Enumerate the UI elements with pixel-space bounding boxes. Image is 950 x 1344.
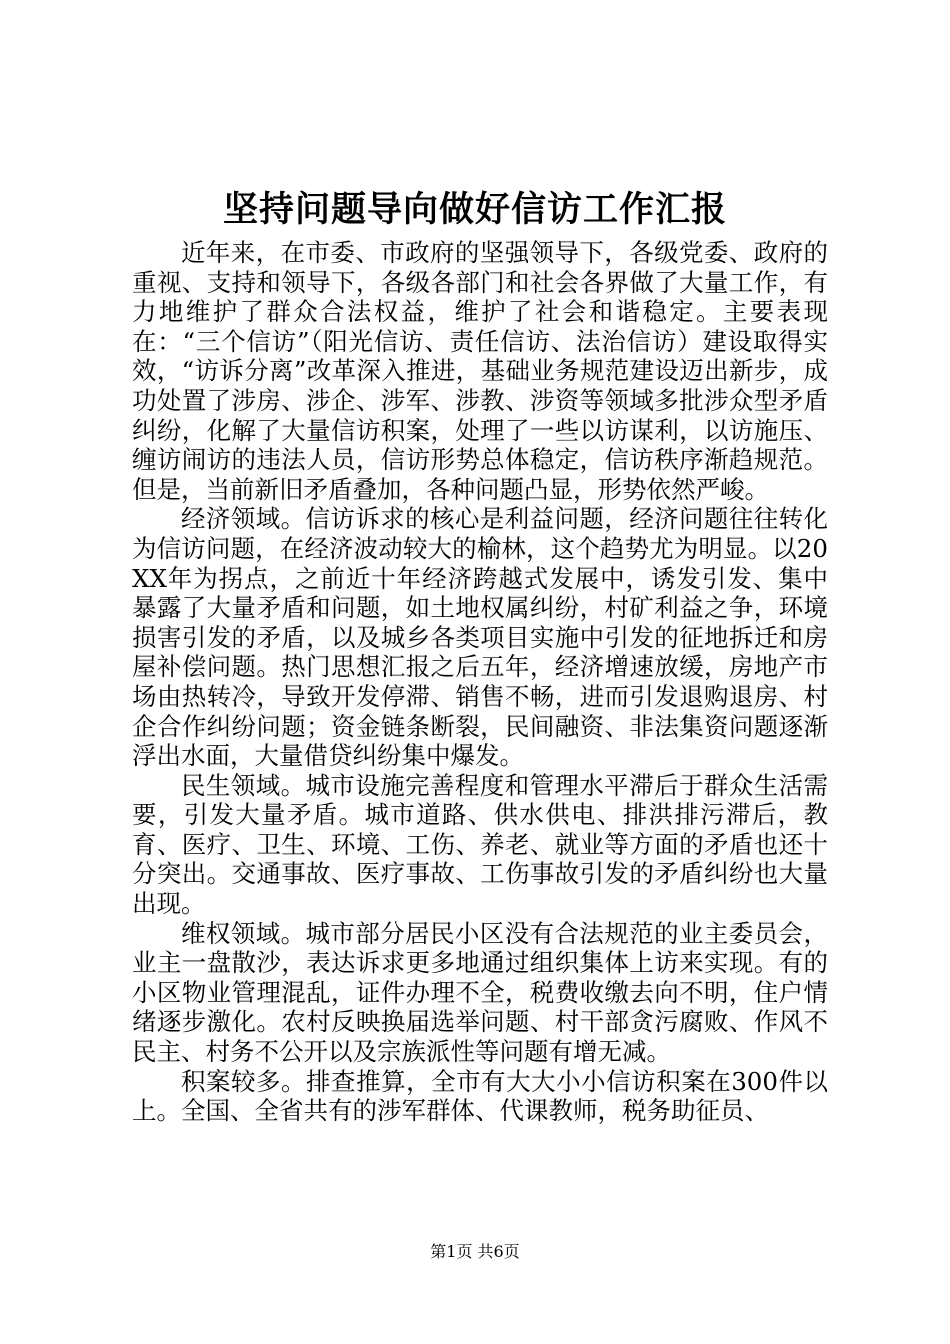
paragraph-rights: 维权领域。城市部分居民小区没有合法规范的业主委员会，业主一盘散沙，表达诉求更多地通过组织集体上访来实现。有的小区物业管理混乱，证件办理不全，税费收缴去向不明，住户情绪逐步激化。农村反映换届选举问题、村干部贪污腐败、作风不民主、村务不公开以及宗族派性等问题有增无减。	[132, 918, 828, 1067]
page-number-footer: 第1页 共6页	[430, 1242, 520, 1261]
document-title: 坚持问题导向做好信访工作汇报	[222, 190, 727, 230]
document-body	[132, 238, 828, 1126]
paragraph-backlog: 积案较多。排查推算，全市有大大小小信访积案在300件以上。全国、全省共有的涉军群体、代课教师，税务助征员、	[132, 1066, 828, 1126]
paragraph-economic: 经济领域。信访诉求的核心是利益问题，经济问题往往转化为信访问题，在经济波动较大的榆林，这个趋势尤为明显。以20XX年为拐点，之前近十年经济跨越式发展中，诱发引发、集中暴露了大量矛盾和问题，如土地权属纠纷，村矿利益之争，环境损害引发的矛盾，以及城乡各类项目实施中引发的征地拆迁和房屋补偿问题。热门思想汇报之后五年，经济增速放缓，房地产市场由热转冷，导致开发停滞、销售不畅，进而引发退购退房、村企合作纠纷问题；资金链条断裂，民间融资、非法集资问题逐渐浮出水面，大量借贷纠纷集中爆发。	[132, 504, 828, 771]
paragraph-intro: 近年来，在市委、市政府的坚强领导下，各级党委、政府的重视、支持和领导下，各级各部门和社会各界做了大量工作，有力地维护了群众合法权益，维护了社会和谐稳定。主要表现在：“三个信访”（阳光信访、责任信访、法治信访）建设取得实效，“访诉分离”改革深入推进，基础业务规范建设迈出新步，成功处置了涉房、涉企、涉军、涉教、涉资等领域多批涉众型矛盾纠纷，化解了大量信访积案，处理了一些以访谋利，以访施压、缠访闹访的违法人员，信访形势总体稳定，信访秩序渐趋规范。但是，当前新旧矛盾叠加，各种问题凸显，形势依然严峻。	[132, 238, 828, 504]
paragraph-livelihood: 民生领域。城市设施完善程度和管理水平滞后于群众生活需要，引发大量矛盾。城市道路、供水供电、排洪排污滞后，教育、医疗、卫生、环境、工伤、养老、就业等方面的矛盾也还十分突出。交通事故、医疗事故、工伤事故引发的矛盾纠纷也大量出现。	[132, 770, 828, 919]
